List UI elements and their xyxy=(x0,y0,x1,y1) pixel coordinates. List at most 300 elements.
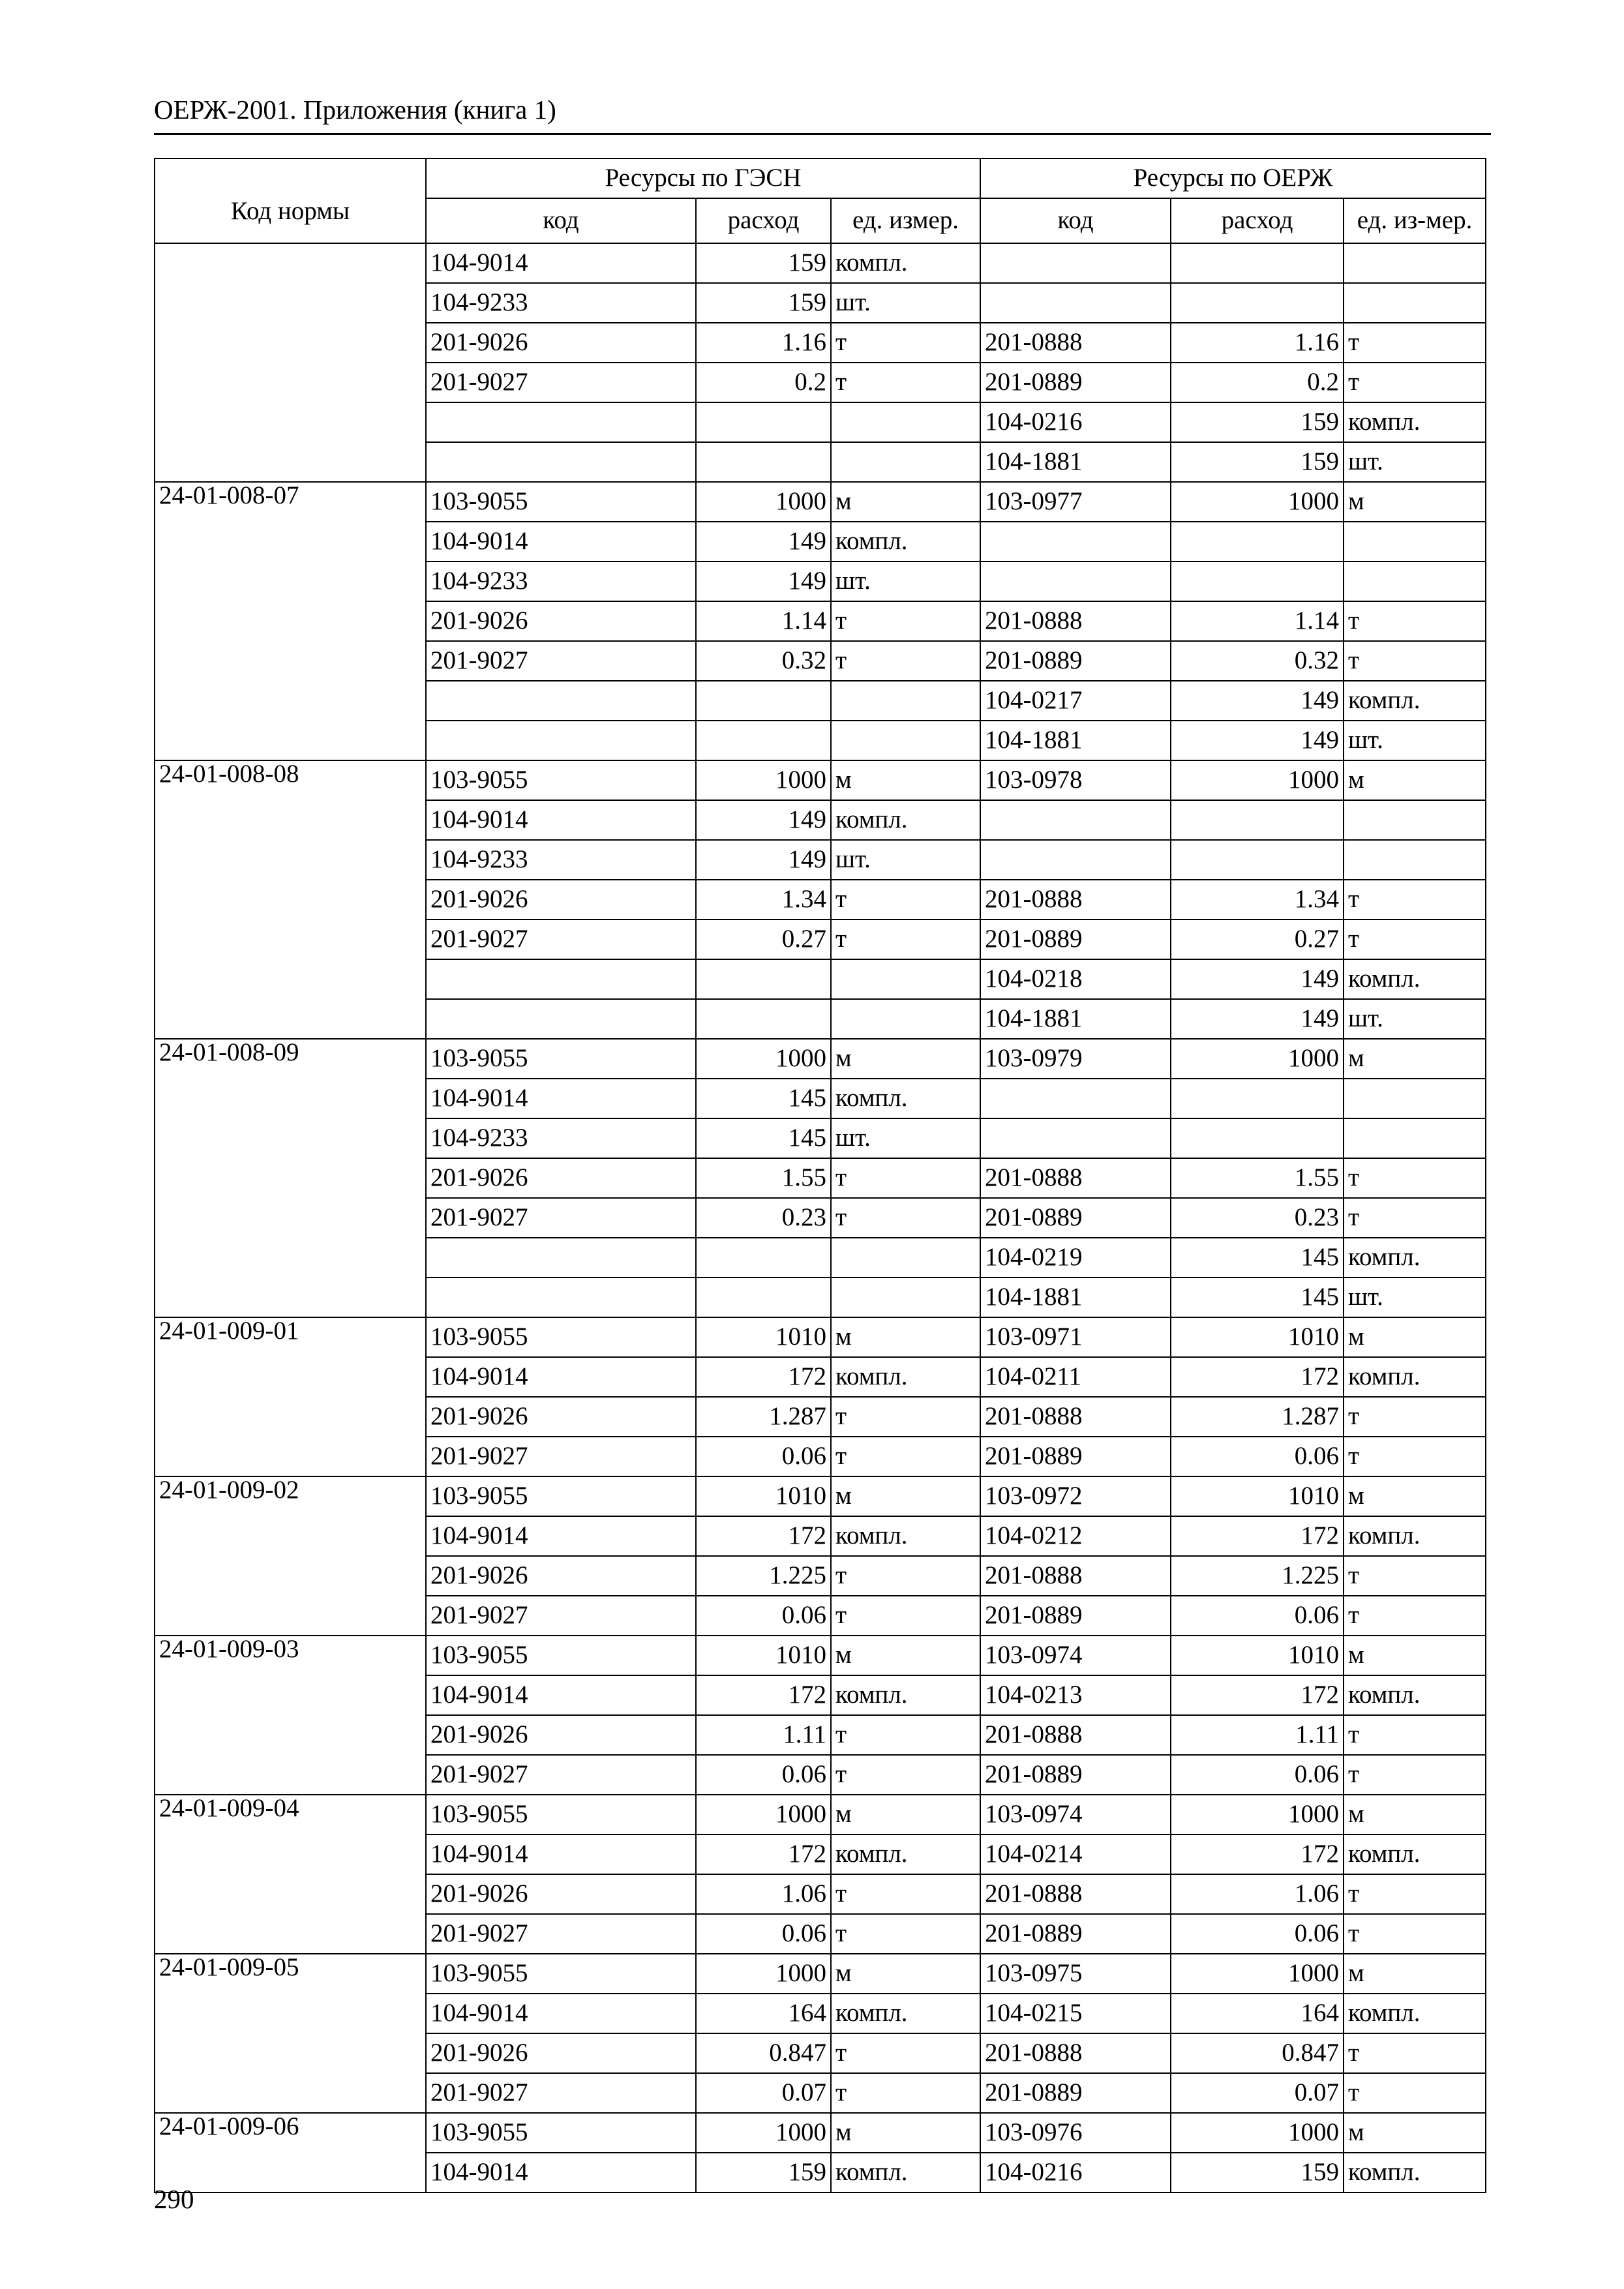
norm-code-cell: 24-01-009-04 xyxy=(155,1795,426,1954)
cell-gesn-amount: 1000 xyxy=(696,482,831,522)
cell-oerzh-code: 103-0974 xyxy=(980,1795,1171,1834)
cell-oerzh-unit: т xyxy=(1344,323,1486,363)
cell-oerzh-unit: т xyxy=(1344,363,1486,402)
cell-gesn-unit: т xyxy=(831,1914,980,1954)
cell-oerzh-unit: компл. xyxy=(1344,1357,1486,1397)
cell-gesn-amount: 159 xyxy=(696,2153,831,2192)
cell-oerzh-amount xyxy=(1171,1079,1344,1118)
cell-gesn-unit: т xyxy=(831,1158,980,1198)
cell-gesn-unit: компл. xyxy=(831,1079,980,1118)
cell-oerzh-amount: 1.06 xyxy=(1171,1874,1344,1914)
cell-gesn-unit: шт. xyxy=(831,561,980,601)
cell-oerzh-code: 104-1881 xyxy=(980,999,1171,1039)
group-header-oerzh: Ресурсы по ОЕРЖ xyxy=(980,158,1486,198)
cell-oerzh-code xyxy=(980,1079,1171,1118)
cell-oerzh-unit: т xyxy=(1344,1874,1486,1914)
cell-gesn-code: 201-9027 xyxy=(426,1914,696,1954)
cell-oerzh-code: 201-0889 xyxy=(980,1198,1171,1238)
cell-gesn-code: 201-9026 xyxy=(426,323,696,363)
cell-gesn-unit: т xyxy=(831,641,980,681)
cell-gesn-unit: м xyxy=(831,1476,980,1516)
cell-oerzh-amount: 149 xyxy=(1171,999,1344,1039)
page-number: 290 xyxy=(154,2184,194,2214)
cell-oerzh-code: 201-0888 xyxy=(980,1874,1171,1914)
cell-gesn-amount: 1010 xyxy=(696,1476,831,1516)
cell-oerzh-amount: 172 xyxy=(1171,1357,1344,1397)
cell-oerzh-code: 201-0888 xyxy=(980,323,1171,363)
cell-gesn-code: 201-9026 xyxy=(426,601,696,641)
cell-oerzh-unit xyxy=(1344,800,1486,840)
cell-gesn-code: 201-9027 xyxy=(426,1198,696,1238)
cell-oerzh-unit: компл. xyxy=(1344,2153,1486,2192)
cell-oerzh-code: 201-0888 xyxy=(980,1397,1171,1437)
table-body xyxy=(155,243,1486,2192)
cell-gesn-unit: м xyxy=(831,482,980,522)
cell-oerzh-amount: 159 xyxy=(1171,2153,1344,2192)
cell-gesn-code: 103-9055 xyxy=(426,1317,696,1357)
cell-gesn-amount: 1.11 xyxy=(696,1715,831,1755)
cell-gesn-code: 201-9026 xyxy=(426,1715,696,1755)
cell-gesn-amount: 172 xyxy=(696,1516,831,1556)
norm-code-cell: 24-01-008-07 xyxy=(155,482,426,760)
cell-oerzh-amount: 1010 xyxy=(1171,1476,1344,1516)
cell-oerzh-unit: м xyxy=(1344,482,1486,522)
cell-oerzh-unit: т xyxy=(1344,880,1486,920)
cell-gesn-code xyxy=(426,959,696,999)
cell-oerzh-unit: компл. xyxy=(1344,1994,1486,2033)
col-header-oerzh-amount: расход xyxy=(1171,198,1344,243)
cell-oerzh-code: 201-0888 xyxy=(980,2033,1171,2073)
cell-gesn-amount: 1.16 xyxy=(696,323,831,363)
cell-gesn-amount: 145 xyxy=(696,1079,831,1118)
cell-gesn-amount xyxy=(696,999,831,1039)
cell-oerzh-unit: компл. xyxy=(1344,681,1486,721)
cell-oerzh-amount: 1010 xyxy=(1171,1636,1344,1675)
cell-gesn-code: 201-9026 xyxy=(426,1556,696,1596)
cell-oerzh-unit: т xyxy=(1344,601,1486,641)
cell-gesn-unit: компл. xyxy=(831,1675,980,1715)
cell-gesn-code xyxy=(426,999,696,1039)
cell-oerzh-amount: 0.06 xyxy=(1171,1914,1344,1954)
cell-gesn-code: 104-9014 xyxy=(426,1994,696,2033)
cell-oerzh-amount: 1000 xyxy=(1171,1954,1344,1994)
cell-oerzh-unit xyxy=(1344,1118,1486,1158)
cell-gesn-amount: 0.27 xyxy=(696,920,831,959)
cell-gesn-amount: 0.06 xyxy=(696,1437,831,1476)
cell-gesn-amount xyxy=(696,959,831,999)
cell-oerzh-amount: 149 xyxy=(1171,959,1344,999)
cell-gesn-unit: т xyxy=(831,2073,980,2113)
cell-gesn-code: 103-9055 xyxy=(426,1636,696,1675)
cell-gesn-code: 201-9027 xyxy=(426,1596,696,1636)
cell-gesn-amount: 172 xyxy=(696,1834,831,1874)
cell-gesn-code: 104-9014 xyxy=(426,1079,696,1118)
cell-gesn-code: 104-9233 xyxy=(426,561,696,601)
cell-gesn-amount: 1.14 xyxy=(696,601,831,641)
col-header-gesn-amount: расход xyxy=(696,198,831,243)
cell-gesn-unit: т xyxy=(831,323,980,363)
cell-oerzh-code: 201-0889 xyxy=(980,641,1171,681)
cell-gesn-code: 103-9055 xyxy=(426,760,696,800)
cell-oerzh-amount: 1.16 xyxy=(1171,323,1344,363)
cell-gesn-amount: 149 xyxy=(696,800,831,840)
norm-code-cell: 24-01-008-09 xyxy=(155,1039,426,1317)
cell-oerzh-amount: 149 xyxy=(1171,681,1344,721)
cell-gesn-amount xyxy=(696,402,831,442)
cell-gesn-unit: т xyxy=(831,1715,980,1755)
cell-oerzh-unit xyxy=(1344,243,1486,283)
cell-gesn-code: 104-9233 xyxy=(426,1118,696,1158)
cell-gesn-code: 104-9014 xyxy=(426,1675,696,1715)
cell-oerzh-amount: 145 xyxy=(1171,1278,1344,1317)
cell-gesn-code: 201-9027 xyxy=(426,363,696,402)
cell-gesn-amount xyxy=(696,1278,831,1317)
cell-oerzh-amount: 159 xyxy=(1171,402,1344,442)
cell-gesn-unit xyxy=(831,681,980,721)
cell-oerzh-amount: 1.225 xyxy=(1171,1556,1344,1596)
cell-oerzh-unit: компл. xyxy=(1344,1238,1486,1278)
col-header-norm-code: Код нормы xyxy=(155,158,426,243)
cell-oerzh-code: 104-1881 xyxy=(980,1278,1171,1317)
cell-oerzh-amount: 159 xyxy=(1171,442,1344,482)
cell-oerzh-unit: т xyxy=(1344,1198,1486,1238)
cell-oerzh-code: 104-0212 xyxy=(980,1516,1171,1556)
cell-oerzh-code xyxy=(980,283,1171,323)
cell-gesn-code: 103-9055 xyxy=(426,1039,696,1079)
cell-gesn-code xyxy=(426,681,696,721)
cell-oerzh-code: 201-0888 xyxy=(980,1556,1171,1596)
cell-gesn-amount: 0.06 xyxy=(696,1755,831,1795)
cell-gesn-code xyxy=(426,1238,696,1278)
cell-oerzh-code: 103-0975 xyxy=(980,1954,1171,1994)
cell-oerzh-unit: компл. xyxy=(1344,959,1486,999)
cell-oerzh-amount: 0.27 xyxy=(1171,920,1344,959)
cell-gesn-unit: м xyxy=(831,1039,980,1079)
cell-gesn-amount: 1000 xyxy=(696,1795,831,1834)
cell-gesn-amount: 1010 xyxy=(696,1636,831,1675)
cell-gesn-amount: 1000 xyxy=(696,760,831,800)
cell-oerzh-unit xyxy=(1344,840,1486,880)
cell-oerzh-code xyxy=(980,561,1171,601)
cell-gesn-code: 201-9027 xyxy=(426,2073,696,2113)
cell-gesn-unit: т xyxy=(831,880,980,920)
cell-oerzh-unit: т xyxy=(1344,1158,1486,1198)
cell-oerzh-code: 104-0216 xyxy=(980,2153,1171,2192)
cell-gesn-amount: 145 xyxy=(696,1118,831,1158)
cell-gesn-unit: т xyxy=(831,363,980,402)
cell-gesn-unit: компл. xyxy=(831,1357,980,1397)
cell-oerzh-amount: 149 xyxy=(1171,721,1344,760)
cell-gesn-unit: м xyxy=(831,1317,980,1357)
cell-oerzh-unit: м xyxy=(1344,1476,1486,1516)
cell-oerzh-amount xyxy=(1171,283,1344,323)
cell-gesn-code xyxy=(426,721,696,760)
cell-gesn-code: 103-9055 xyxy=(426,1476,696,1516)
cell-gesn-unit: компл. xyxy=(831,2153,980,2192)
cell-gesn-code: 201-9027 xyxy=(426,1437,696,1476)
cell-gesn-code: 201-9027 xyxy=(426,920,696,959)
cell-oerzh-code: 104-0211 xyxy=(980,1357,1171,1397)
cell-oerzh-code: 103-0979 xyxy=(980,1039,1171,1079)
cell-oerzh-amount: 0.23 xyxy=(1171,1198,1344,1238)
table-row xyxy=(155,2113,1486,2153)
cell-gesn-code: 104-9014 xyxy=(426,2153,696,2192)
header-rule xyxy=(154,133,1491,135)
table-row xyxy=(155,1317,1486,1357)
cell-oerzh-amount: 1000 xyxy=(1171,482,1344,522)
cell-gesn-code: 104-9014 xyxy=(426,800,696,840)
table-row xyxy=(155,760,1486,800)
cell-gesn-code: 104-9014 xyxy=(426,243,696,283)
cell-gesn-unit: т xyxy=(831,1874,980,1914)
cell-oerzh-unit: т xyxy=(1344,920,1486,959)
cell-oerzh-code: 103-0977 xyxy=(980,482,1171,522)
cell-gesn-amount: 1000 xyxy=(696,2113,831,2153)
cell-gesn-unit: т xyxy=(831,1755,980,1795)
cell-oerzh-code: 201-0889 xyxy=(980,1437,1171,1476)
table-row xyxy=(155,243,1486,283)
cell-gesn-unit xyxy=(831,1238,980,1278)
cell-gesn-code: 103-9055 xyxy=(426,2113,696,2153)
cell-oerzh-unit: т xyxy=(1344,1596,1486,1636)
cell-gesn-unit xyxy=(831,959,980,999)
table-row xyxy=(155,1795,1486,1834)
cell-oerzh-unit: т xyxy=(1344,1437,1486,1476)
cell-oerzh-unit: м xyxy=(1344,1039,1486,1079)
cell-gesn-code: 104-9233 xyxy=(426,283,696,323)
cell-oerzh-amount: 164 xyxy=(1171,1994,1344,2033)
cell-oerzh-code: 103-0971 xyxy=(980,1317,1171,1357)
cell-gesn-code: 201-9026 xyxy=(426,1397,696,1437)
norm-code-cell xyxy=(155,243,426,482)
cell-oerzh-unit: шт. xyxy=(1344,721,1486,760)
cell-gesn-unit xyxy=(831,999,980,1039)
cell-gesn-unit: м xyxy=(831,760,980,800)
cell-gesn-unit: компл. xyxy=(831,1994,980,2033)
norm-code-cell: 24-01-008-08 xyxy=(155,760,426,1039)
cell-oerzh-amount: 1.34 xyxy=(1171,880,1344,920)
cell-oerzh-unit: м xyxy=(1344,1636,1486,1675)
cell-gesn-code xyxy=(426,1278,696,1317)
cell-gesn-amount: 0.2 xyxy=(696,363,831,402)
cell-gesn-code: 103-9055 xyxy=(426,482,696,522)
cell-oerzh-amount: 0.06 xyxy=(1171,1437,1344,1476)
cell-oerzh-amount: 0.2 xyxy=(1171,363,1344,402)
cell-oerzh-unit: т xyxy=(1344,1556,1486,1596)
cell-oerzh-unit: т xyxy=(1344,2033,1486,2073)
table-row xyxy=(155,1039,1486,1079)
cell-oerzh-amount: 172 xyxy=(1171,1675,1344,1715)
cell-gesn-code: 104-9014 xyxy=(426,1834,696,1874)
cell-gesn-code: 103-9055 xyxy=(426,1954,696,1994)
cell-oerzh-unit: м xyxy=(1344,2113,1486,2153)
cell-gesn-unit: т xyxy=(831,1397,980,1437)
cell-oerzh-unit: т xyxy=(1344,1914,1486,1954)
cell-gesn-unit: т xyxy=(831,2033,980,2073)
cell-oerzh-unit: т xyxy=(1344,2073,1486,2113)
cell-oerzh-amount: 172 xyxy=(1171,1834,1344,1874)
cell-gesn-amount: 164 xyxy=(696,1994,831,2033)
cell-oerzh-unit: шт. xyxy=(1344,442,1486,482)
cell-oerzh-amount: 0.06 xyxy=(1171,1596,1344,1636)
cell-oerzh-code: 104-0214 xyxy=(980,1834,1171,1874)
cell-gesn-unit xyxy=(831,402,980,442)
cell-gesn-amount: 0.07 xyxy=(696,2073,831,2113)
col-header-gesn-code: код xyxy=(426,198,696,243)
cell-oerzh-unit xyxy=(1344,283,1486,323)
cell-oerzh-unit: м xyxy=(1344,760,1486,800)
cell-oerzh-code: 104-1881 xyxy=(980,442,1171,482)
cell-oerzh-unit: м xyxy=(1344,1954,1486,1994)
cell-gesn-amount: 1000 xyxy=(696,1954,831,1994)
cell-gesn-amount: 149 xyxy=(696,840,831,880)
cell-gesn-amount: 149 xyxy=(696,522,831,561)
cell-oerzh-code: 201-0889 xyxy=(980,1755,1171,1795)
cell-oerzh-code: 201-0889 xyxy=(980,1914,1171,1954)
cell-oerzh-code: 104-0213 xyxy=(980,1675,1171,1715)
cell-oerzh-unit xyxy=(1344,522,1486,561)
cell-oerzh-code: 201-0889 xyxy=(980,920,1171,959)
norm-code-cell: 24-01-009-06 xyxy=(155,2113,426,2192)
table-row xyxy=(155,482,1486,522)
cell-oerzh-code: 104-1881 xyxy=(980,721,1171,760)
cell-oerzh-unit: м xyxy=(1344,1317,1486,1357)
cell-oerzh-code: 104-0217 xyxy=(980,681,1171,721)
cell-oerzh-unit: т xyxy=(1344,1715,1486,1755)
cell-gesn-unit: м xyxy=(831,2113,980,2153)
cell-gesn-amount: 0.32 xyxy=(696,641,831,681)
cell-oerzh-amount xyxy=(1171,561,1344,601)
cell-gesn-unit: компл. xyxy=(831,522,980,561)
cell-oerzh-code xyxy=(980,243,1171,283)
cell-oerzh-amount: 172 xyxy=(1171,1516,1344,1556)
cell-oerzh-amount xyxy=(1171,1118,1344,1158)
cell-oerzh-amount: 0.32 xyxy=(1171,641,1344,681)
cell-gesn-amount: 0.06 xyxy=(696,1914,831,1954)
cell-gesn-unit: шт. xyxy=(831,283,980,323)
cell-oerzh-code: 104-0215 xyxy=(980,1994,1171,2033)
cell-gesn-unit: компл. xyxy=(831,800,980,840)
cell-gesn-amount xyxy=(696,681,831,721)
cell-oerzh-code: 104-0219 xyxy=(980,1238,1171,1278)
cell-oerzh-code xyxy=(980,1118,1171,1158)
cell-gesn-code xyxy=(426,442,696,482)
norm-code-cell: 24-01-009-02 xyxy=(155,1476,426,1636)
col-header-oerzh-code: код xyxy=(980,198,1171,243)
cell-oerzh-amount: 1.14 xyxy=(1171,601,1344,641)
cell-oerzh-code: 201-0889 xyxy=(980,363,1171,402)
cell-gesn-unit: компл. xyxy=(831,243,980,283)
cell-oerzh-amount: 1.55 xyxy=(1171,1158,1344,1198)
cell-gesn-code: 103-9055 xyxy=(426,1795,696,1834)
cell-oerzh-code: 201-0888 xyxy=(980,1715,1171,1755)
table-row xyxy=(155,1954,1486,1994)
cell-gesn-unit: т xyxy=(831,1596,980,1636)
header-row-1 xyxy=(155,158,1486,198)
cell-oerzh-code xyxy=(980,522,1171,561)
cell-gesn-amount: 159 xyxy=(696,243,831,283)
cell-gesn-code: 104-9014 xyxy=(426,1516,696,1556)
resources-table xyxy=(154,158,1486,2193)
cell-gesn-code: 201-9026 xyxy=(426,880,696,920)
cell-gesn-amount: 0.06 xyxy=(696,1596,831,1636)
cell-gesn-amount: 1010 xyxy=(696,1317,831,1357)
cell-oerzh-unit: компл. xyxy=(1344,1516,1486,1556)
cell-oerzh-code: 103-0972 xyxy=(980,1476,1171,1516)
cell-oerzh-amount: 1000 xyxy=(1171,2113,1344,2153)
cell-oerzh-code: 103-0978 xyxy=(980,760,1171,800)
cell-oerzh-amount xyxy=(1171,800,1344,840)
cell-gesn-unit: компл. xyxy=(831,1834,980,1874)
cell-oerzh-code: 201-0889 xyxy=(980,2073,1171,2113)
cell-oerzh-amount xyxy=(1171,522,1344,561)
norm-code-cell: 24-01-009-01 xyxy=(155,1317,426,1476)
cell-oerzh-amount: 0.847 xyxy=(1171,2033,1344,2073)
cell-gesn-amount: 1.34 xyxy=(696,880,831,920)
col-header-gesn-unit: ед. измер. xyxy=(831,198,980,243)
cell-gesn-unit: м xyxy=(831,1636,980,1675)
cell-oerzh-unit: компл. xyxy=(1344,402,1486,442)
cell-gesn-code: 104-9014 xyxy=(426,522,696,561)
cell-gesn-amount: 149 xyxy=(696,561,831,601)
cell-gesn-amount: 1.287 xyxy=(696,1397,831,1437)
cell-gesn-amount: 172 xyxy=(696,1357,831,1397)
cell-gesn-code: 201-9027 xyxy=(426,641,696,681)
cell-oerzh-amount xyxy=(1171,840,1344,880)
cell-oerzh-amount: 0.07 xyxy=(1171,2073,1344,2113)
cell-oerzh-unit: шт. xyxy=(1344,999,1486,1039)
cell-gesn-amount: 1.06 xyxy=(696,1874,831,1914)
cell-gesn-amount: 1.55 xyxy=(696,1158,831,1198)
group-header-gesn: Ресурсы по ГЭСН xyxy=(426,158,980,198)
cell-oerzh-amount: 1000 xyxy=(1171,760,1344,800)
cell-oerzh-code: 104-0218 xyxy=(980,959,1171,999)
cell-gesn-code xyxy=(426,402,696,442)
cell-gesn-code: 201-9027 xyxy=(426,1755,696,1795)
cell-oerzh-amount: 0.06 xyxy=(1171,1755,1344,1795)
cell-oerzh-amount: 1.11 xyxy=(1171,1715,1344,1755)
cell-oerzh-amount: 1000 xyxy=(1171,1039,1344,1079)
cell-oerzh-code: 201-0889 xyxy=(980,1596,1171,1636)
table-row xyxy=(155,1636,1486,1675)
cell-oerzh-amount: 1.287 xyxy=(1171,1397,1344,1437)
cell-oerzh-amount xyxy=(1171,243,1344,283)
cell-oerzh-code: 103-0974 xyxy=(980,1636,1171,1675)
cell-gesn-code: 201-9026 xyxy=(426,1158,696,1198)
cell-gesn-amount xyxy=(696,442,831,482)
cell-oerzh-amount: 1010 xyxy=(1171,1317,1344,1357)
cell-gesn-unit xyxy=(831,442,980,482)
norm-code-cell: 24-01-009-05 xyxy=(155,1954,426,2113)
col-header-oerzh-unit: ед. из-мер. xyxy=(1344,198,1486,243)
cell-gesn-amount: 0.847 xyxy=(696,2033,831,2073)
cell-oerzh-unit xyxy=(1344,1079,1486,1118)
cell-gesn-unit: м xyxy=(831,1954,980,1994)
cell-oerzh-unit: т xyxy=(1344,1397,1486,1437)
cell-gesn-code: 104-9014 xyxy=(426,1357,696,1397)
cell-oerzh-unit: шт. xyxy=(1344,1278,1486,1317)
cell-gesn-code: 201-9026 xyxy=(426,1874,696,1914)
norm-code-cell: 24-01-009-03 xyxy=(155,1636,426,1795)
cell-gesn-unit: т xyxy=(831,920,980,959)
cell-oerzh-code: 201-0888 xyxy=(980,1158,1171,1198)
cell-oerzh-unit: м xyxy=(1344,1795,1486,1834)
cell-oerzh-code: 103-0976 xyxy=(980,2113,1171,2153)
cell-oerzh-amount: 1000 xyxy=(1171,1795,1344,1834)
cell-gesn-amount xyxy=(696,721,831,760)
cell-gesn-unit: шт. xyxy=(831,1118,980,1158)
cell-oerzh-code: 104-0216 xyxy=(980,402,1171,442)
